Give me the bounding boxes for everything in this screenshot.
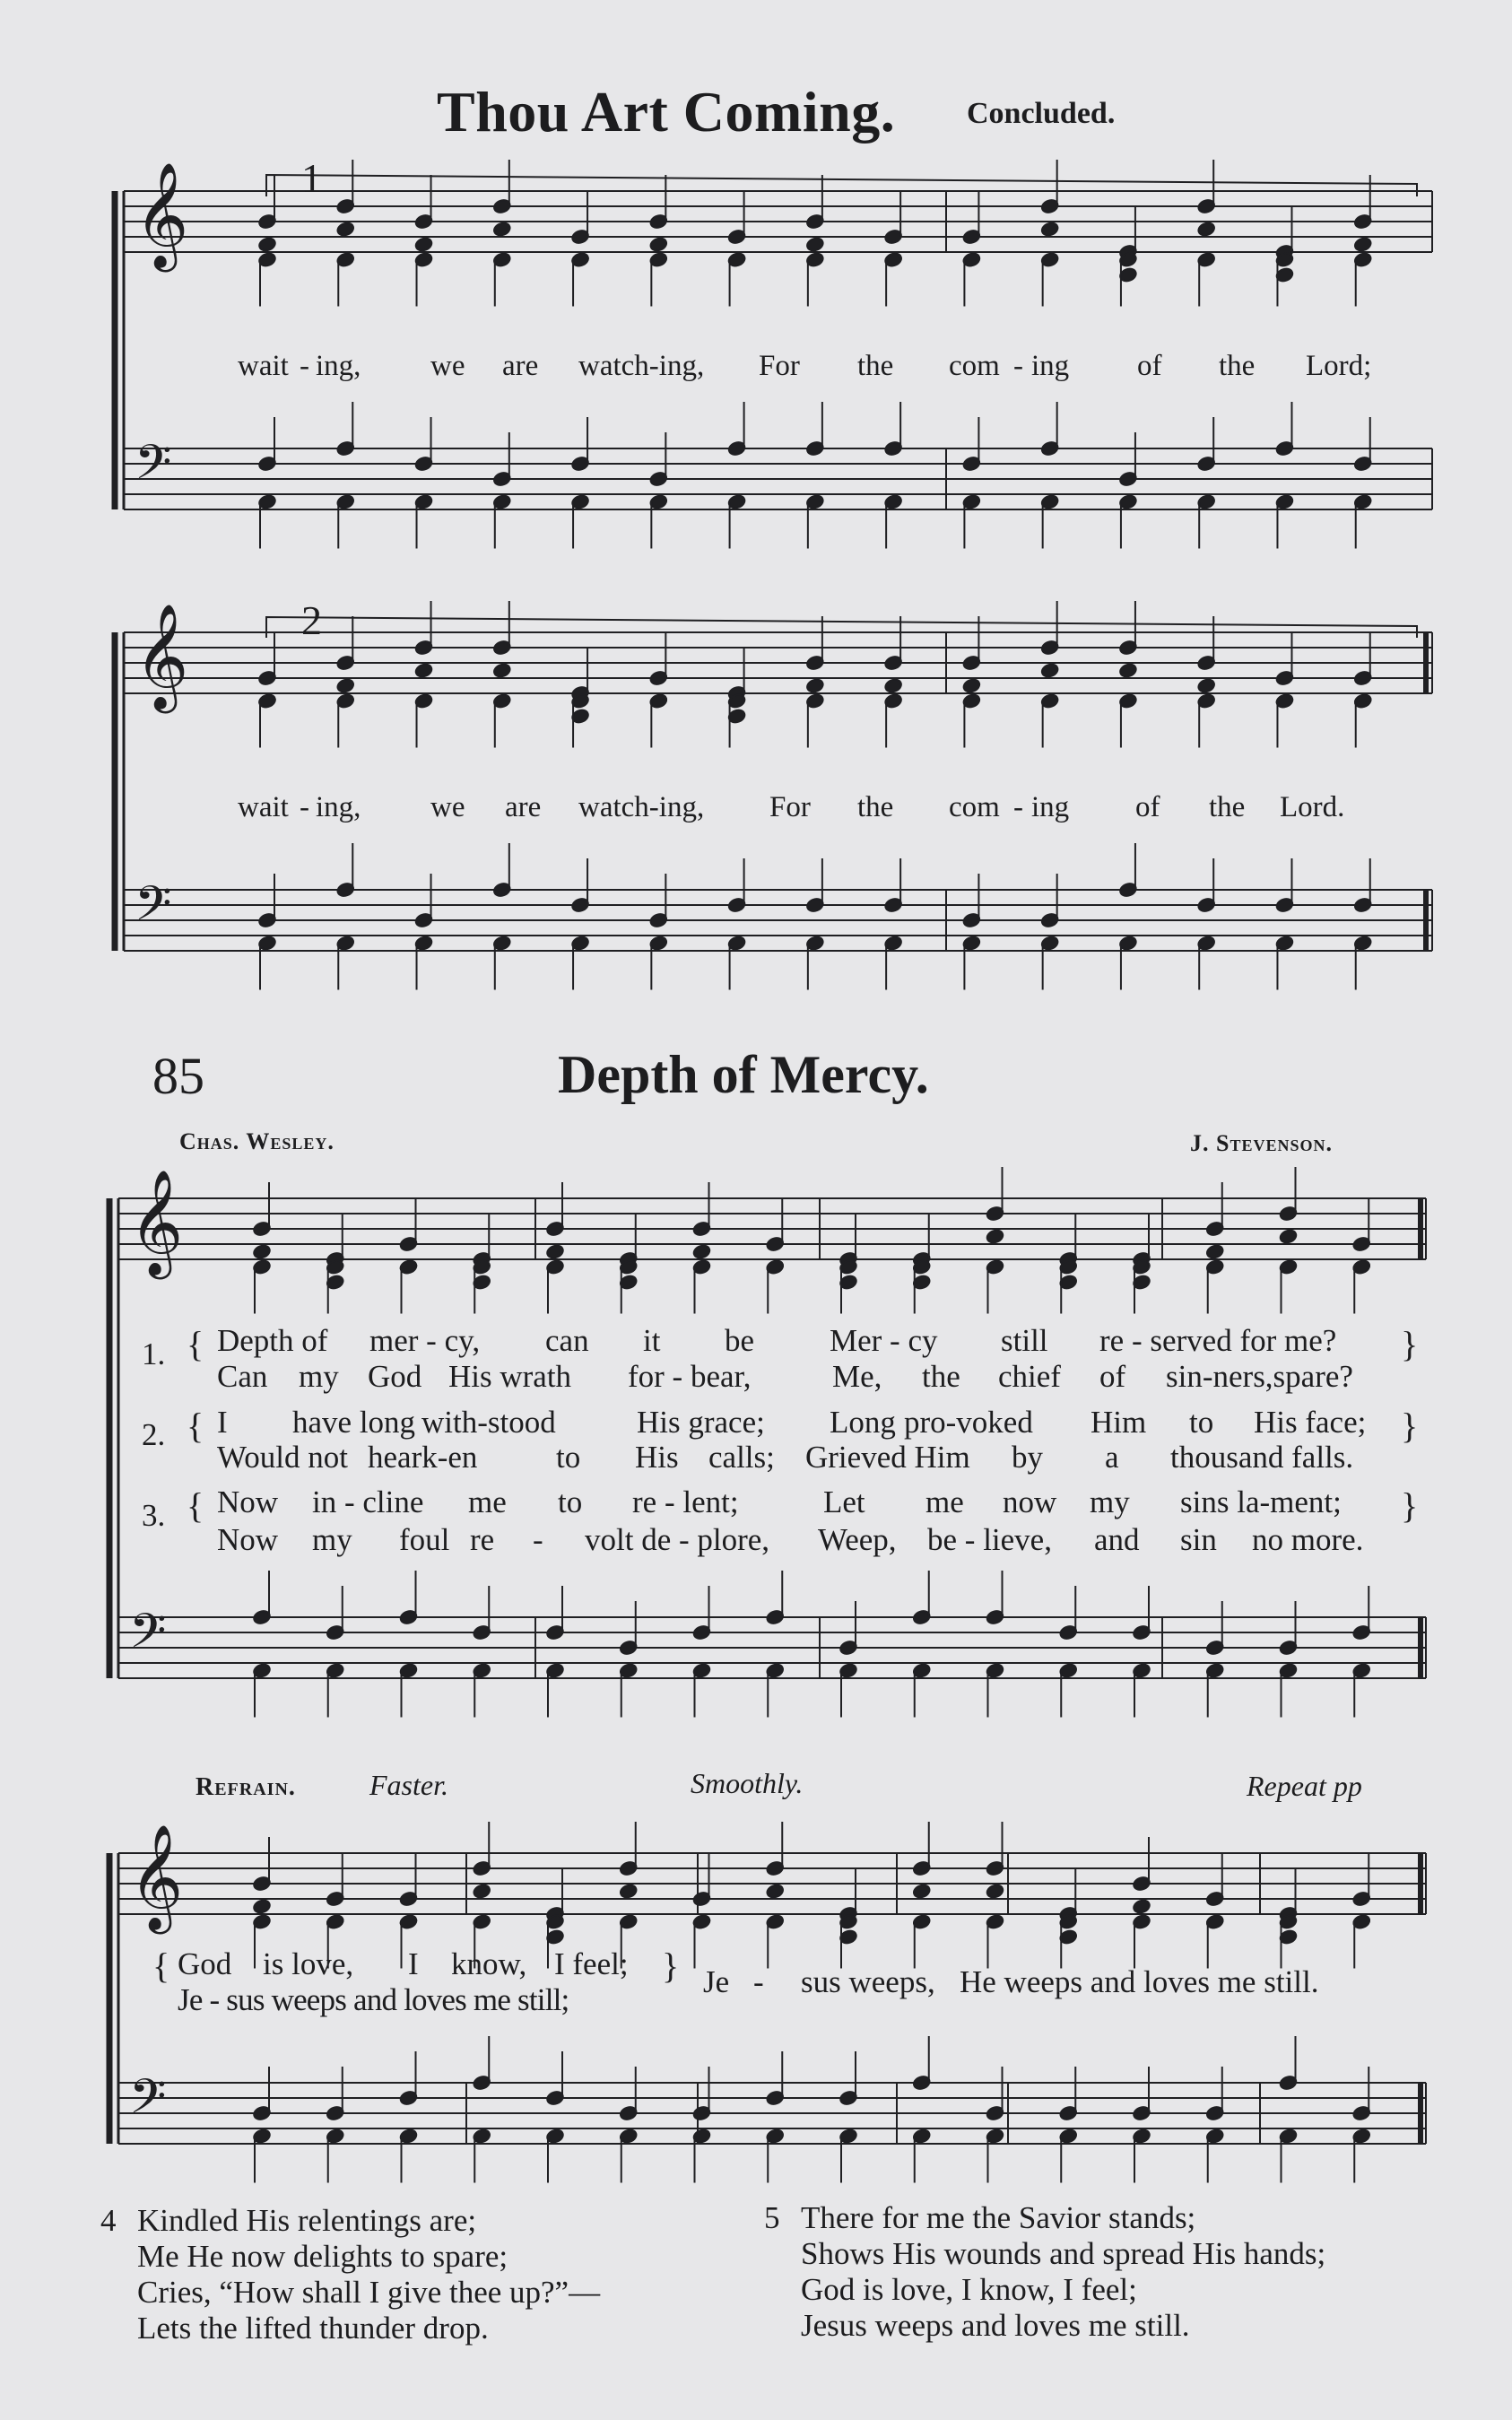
note-head [473,1883,491,1899]
brace-open: { [152,1946,170,1986]
lyric-word: - [300,791,309,823]
hymn-title: Depth of Mercy. [558,1045,929,1104]
lyric-word: ing, [316,350,361,382]
brace-close: } [1401,1485,1419,1526]
stanza-number: 2. [142,1417,166,1452]
note-head [1353,236,1372,252]
note-head [252,1898,271,1914]
brace-open: { [187,1324,204,1364]
stanza-number: 1. [142,1336,166,1371]
lyric-word: be [725,1323,755,1358]
lyric-word: Mer - cy [830,1323,938,1358]
lyric-word: Weep, [818,1522,897,1557]
note-head [1205,1243,1224,1259]
brace-close: } [1401,1406,1419,1446]
note-head [414,236,433,252]
note-head [1197,677,1216,693]
lyric-word: wait [238,350,289,382]
lyric-word: His wrath [448,1359,572,1394]
note-head [962,677,981,693]
treble-clef-icon: 𝄞 [135,603,189,710]
lyric-word: are [502,350,539,382]
verse-line: There for me the Savior stands; [801,2200,1196,2235]
lyric-word: heark-en [368,1440,478,1475]
brace-open: { [187,1485,204,1526]
ending-1-label: 1 [301,155,322,201]
note-head [805,677,824,693]
lyric-word: Lord; [1306,350,1372,382]
lyric-word: Je [703,1964,730,1999]
refrain-label: Refrain. [196,1773,296,1801]
lyric-word: to [558,1484,583,1519]
lyric-word: of [1135,791,1160,823]
lyric-word: sus weeps, [801,1964,935,1999]
verse-line: Shows His wounds and spread His hands; [801,2236,1326,2271]
lyric-word: God [178,1946,232,1981]
note-head [545,1243,564,1259]
lyric-word: can [545,1323,589,1358]
lyric-word: of [1099,1359,1126,1394]
lyric-word: the [1209,791,1246,823]
lyric-word: of [1137,350,1162,382]
note-head [1132,1898,1151,1914]
lyric-word: Now [217,1522,279,1557]
lyric-word: is love, [263,1946,354,1981]
page-title: Thou Art Coming. [437,80,896,144]
lyric-word: the [857,350,894,382]
bass-clef-icon: 𝄢 [129,2069,167,2137]
hymn-number: 85 [152,1047,204,1105]
note-head [1118,662,1137,678]
lyric-word: His [635,1440,679,1475]
lyric-word: be - lieve, [927,1522,1052,1557]
treble-clef-icon: 𝄞 [129,1824,184,1931]
lyric-word: to [556,1440,581,1475]
lyric-word: a [1105,1440,1119,1475]
ending-2-label: 2 [301,597,322,643]
lyric-word: wait [238,791,289,823]
lyric-word: the [922,1359,960,1394]
lyric-word: ing [1031,350,1070,382]
verse-line: Me He now delights to spare; [137,2239,508,2274]
lyric-word: Would not [217,1440,348,1475]
lyric-word: me [468,1484,507,1519]
note-head [986,1228,1004,1244]
bass-clef-icon: 𝄢 [135,876,172,944]
lyric-word: Long [830,1405,896,1440]
lyric-word: my [1090,1484,1130,1519]
lyric-word: - [1013,350,1023,382]
lyric-word: the [857,791,894,823]
lyric-word: I [408,1946,419,1981]
expression-marking: Smoothly. [691,1767,804,1799]
lyric-word: to [1189,1405,1214,1440]
lyric-word: in - cline [312,1484,424,1519]
verse-number: 5 [764,2200,780,2235]
note-head [336,677,355,693]
verse-line: Kindled His relentings are; [137,2203,477,2238]
lyric-word: by [1012,1440,1043,1475]
lyric-word: have long [292,1405,416,1440]
volta-bracket [266,617,1417,638]
lyric-word: calls; [708,1440,775,1475]
treble-clef-icon: 𝄞 [135,161,189,269]
lyric-word: Let [823,1484,865,1519]
concluded-label: Concluded. [967,97,1116,130]
note-head [1040,221,1059,237]
lyric-word: Me, [832,1359,882,1394]
lyric-word: with-stood [421,1405,556,1440]
stanza-number: 3. [142,1498,166,1533]
note-head [414,662,433,678]
tempo-marking: Faster. [369,1769,448,1801]
note-head [1197,221,1216,237]
lyric-word: my [312,1522,352,1557]
lyric-word: we [430,791,465,823]
repeat-marking: Repeat pp [1247,1770,1362,1802]
verse-line: Cries, “How shall I give thee up?”— [137,2275,601,2310]
lyric-word: re [470,1522,495,1557]
lyric-word: I feel; [554,1946,629,1981]
lyric-word: sins la-ment; [1180,1484,1342,1519]
note-head [692,1243,711,1259]
lyric-word: - [300,350,309,382]
lyric-word: re - lent; [632,1484,739,1519]
lyric-word: ing, [316,791,361,823]
lyric-word: now [1003,1484,1057,1519]
bass-clef-icon: 𝄢 [129,1604,167,1672]
lyric-word: Him [1091,1405,1147,1440]
lyric-word: His face; [1254,1405,1367,1440]
note-head [649,236,668,252]
lyric-word: His grace; [637,1405,765,1440]
lyric-word: Can [217,1359,268,1394]
verse-line: Jesus weeps and loves me still. [801,2308,1190,2343]
note-head [492,221,511,237]
lyric-word: chief [998,1359,1061,1394]
verse-line: God is love, I know, I feel; [801,2272,1137,2307]
lyric-word: He weeps and loves me still. [960,1964,1319,1999]
lyric-word: Depth of [217,1323,328,1358]
lyric-word: Now [217,1484,279,1519]
treble-clef-icon: 𝄞 [129,1169,184,1276]
note-head [257,236,276,252]
lyric-word: it [643,1323,661,1358]
verse-line: Lets the lifted thunder drop. [137,2311,489,2346]
note-head [1040,662,1059,678]
note-head [883,677,902,693]
lyric-word: com [949,350,1000,382]
lyric-word: - [753,1964,764,1999]
note-head [805,236,824,252]
lyric-word: know, [451,1946,527,1981]
lyric-word: sin-ners,spare? [1166,1359,1353,1394]
author-credit: Chas. Wesley. [179,1128,335,1154]
note-head [619,1883,638,1899]
bass-clef-icon: 𝄢 [135,435,172,503]
note-head [912,1883,931,1899]
lyric-word: watch-ing, [578,791,705,823]
note-head [492,662,511,678]
lyric-word: for - bear, [628,1359,752,1394]
lyric-word: watch-ing, [578,350,705,382]
lyric-word: and [1094,1522,1140,1557]
lyric-word: - [1013,791,1023,823]
lyric-word: sin [1180,1522,1217,1557]
lyric-word: foul [399,1522,450,1557]
note-head [766,1883,785,1899]
note-head [252,1243,271,1259]
lyric-word: volt de - plore, [585,1522,770,1557]
note-head [336,221,355,237]
lyric-word: pro-voked [904,1405,1033,1440]
note-head [986,1883,1004,1899]
verse-number: 4 [100,2203,117,2238]
lyric-word: Grieved Him [805,1440,970,1475]
lyric-word: - [533,1522,543,1557]
lyric-word: mer - cy, [369,1323,481,1358]
brace-close: } [1401,1324,1419,1364]
note-head [1279,1228,1298,1244]
lyric-word: we [430,350,465,382]
composer-credit: J. Stevenson. [1190,1130,1333,1156]
lyric-word: the [1219,350,1256,382]
lyric-word: For [769,791,811,823]
lyric-word: no more. [1252,1522,1364,1557]
lyric-word: com [949,791,1000,823]
lyric-word: are [505,791,542,823]
brace-close: } [662,1946,680,1986]
brace-open: { [187,1406,204,1446]
lyric-word: Je - sus weeps and loves me still; [178,1982,569,2017]
lyric-word: God [368,1359,422,1394]
lyric-word: I [217,1405,228,1440]
lyric-word: Lord. [1280,791,1345,823]
lyric-word: ing [1031,791,1070,823]
lyric-word: me [925,1484,964,1519]
lyric-word: For [759,350,800,382]
lyric-word: my [299,1359,339,1394]
lyric-word: re - served for me? [1099,1323,1337,1358]
lyric-word: still [1001,1323,1048,1358]
lyric-word: thousand falls. [1170,1440,1354,1475]
volta-bracket [266,175,1417,196]
